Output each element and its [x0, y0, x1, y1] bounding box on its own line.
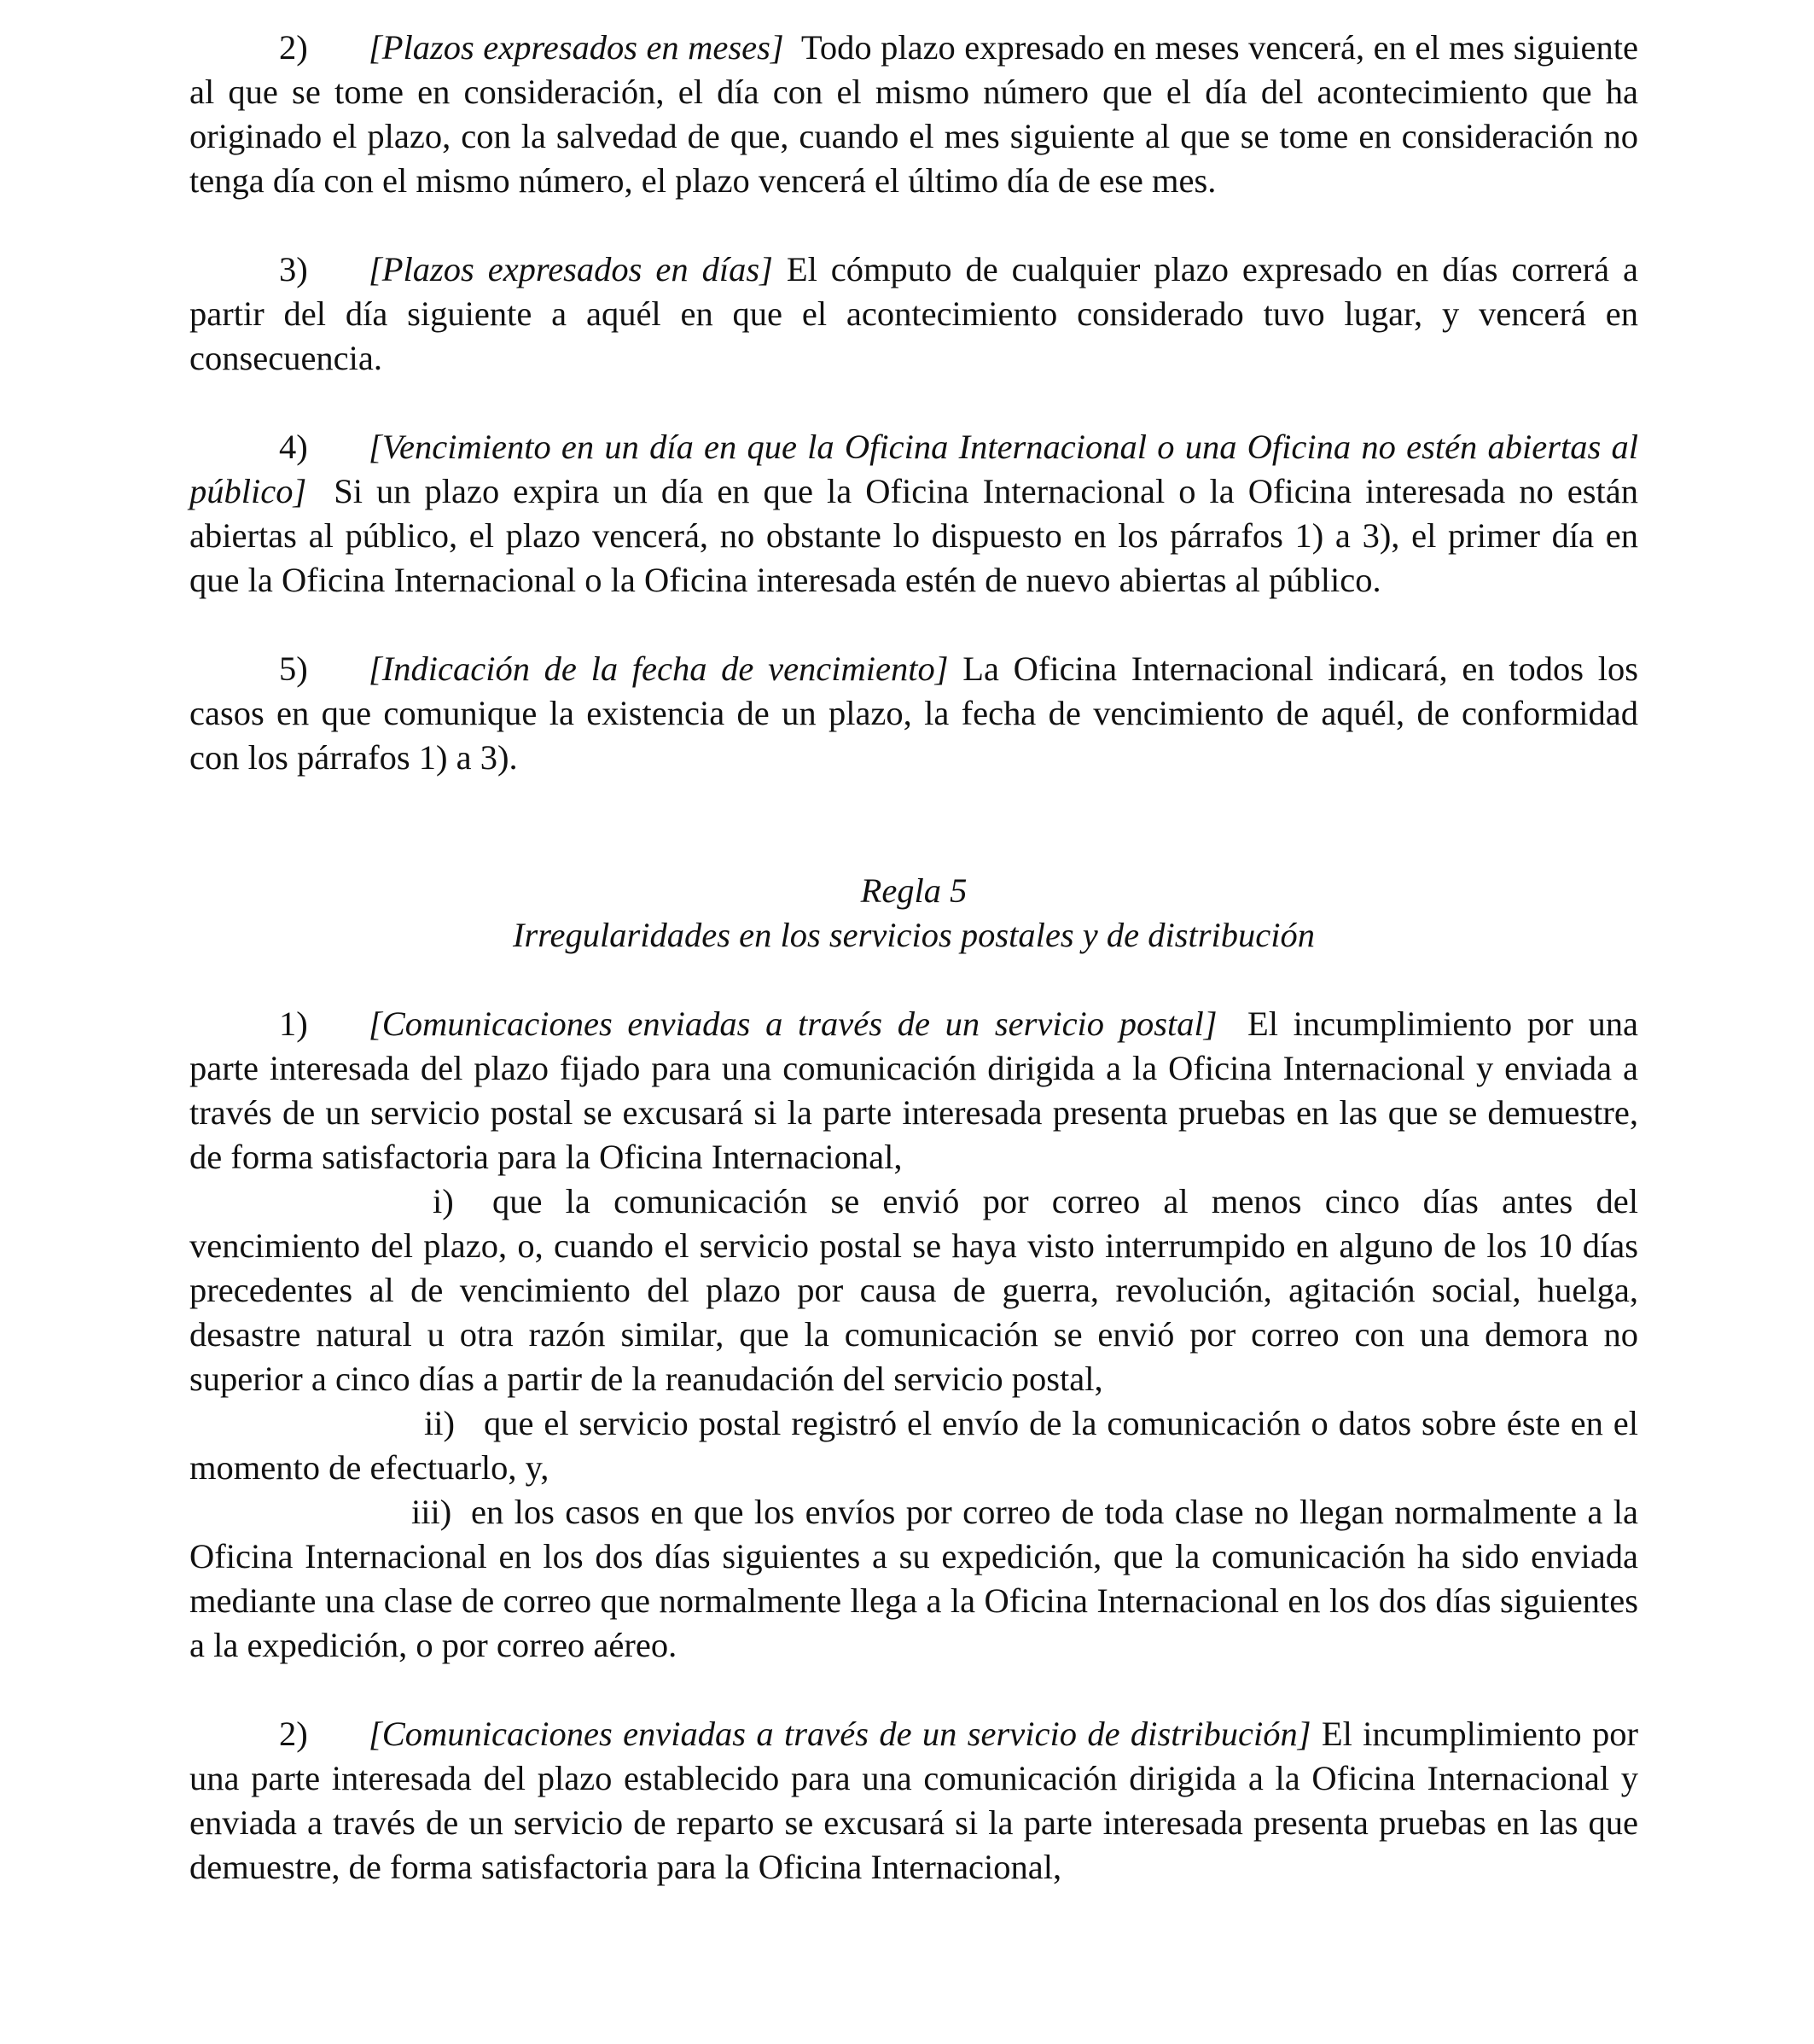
- list-item-i: [189, 1179, 1638, 1401]
- list-item-iii: [189, 1490, 1638, 1668]
- document-page: [189, 26, 1638, 1890]
- paragraph-text: Si un plazo expira un día en que la Oficina Internacional o la Oficina interesada no están abiertas al público, el plazo vencerá, no obstante lo dispuesto en los párrafos 1) a 3), el primer día en que la Oficina Internacional o la Oficina interesada estén de nuevo abiertas al público.: [189, 472, 1638, 599]
- paragraph-text: El cómputo de cualquier plazo expresado en días correrá a partir del día siguiente a aquél en que el acontecimiento considerado tuvo lugar, y vencerá en consecuencia.: [189, 250, 1639, 377]
- rule-paragraph-2-distribution: [189, 1712, 1638, 1890]
- paragraph-5-expiry-date: [189, 647, 1638, 780]
- paragraph-number: 4): [279, 428, 308, 466]
- rule-heading: [189, 869, 1638, 958]
- paragraph-text: La Oficina Internacional indicará, en todos los casos en que comunique la existencia de un plazo, la fecha de vencimiento de aquél, de conformidad con los párrafos 1) a 3).: [189, 649, 1639, 777]
- list-item-text: en los casos en que los envíos por correo de toda clase no llegan normalmente a la Oficina Internacional en los dos días siguientes a su expedición, que la comunicación ha sido enviada mediante una clase de correo que normalmente llega a la Oficina Internacional en los dos días siguientes a la expedición, o por correo aéreo.: [189, 1493, 1638, 1664]
- paragraph-title: [Comunicaciones enviadas a través de un servicio de distribución]: [369, 1715, 1311, 1753]
- rule-label: Regla 5: [860, 871, 968, 910]
- list-item-label: iii): [411, 1493, 452, 1531]
- list-item-label: ii): [424, 1404, 455, 1442]
- paragraph-number: 3): [279, 250, 308, 288]
- rule-paragraph-1-postal: [189, 1002, 1638, 1179]
- paragraph-title: [Vencimiento en un día en que la Oficina Internacional o una Oficina no estén abiertas al público]: [189, 428, 1638, 510]
- paragraph-3-days: [189, 247, 1638, 381]
- paragraph-number: 5): [279, 649, 308, 688]
- paragraph-4-office-closed: [189, 425, 1638, 603]
- list-item-text: que la comunicación se envió por correo al menos cinco días antes del vencimiento del plazo, o, cuando el servicio postal se haya visto interrumpido en alguno de los 10 días precedentes al de vencimiento del plazo por causa de guerra, revolución, agitación social, huelga, desastre natural u otra razón similar, que la comunicación se envió por correo con una demora no superior a cinco días a partir de la reanudación del servicio postal,: [189, 1182, 1638, 1398]
- paragraph-text: El incumplimiento por una parte interesada del plazo establecido para una comunicación dirigida a la Oficina Internacional y enviada a través de un servicio de reparto se excusará si la parte interesada presenta pruebas en las que demuestre, de forma satisfactoria para la Oficina Internacional,: [189, 1715, 1638, 1886]
- paragraph-number: 1): [279, 1005, 308, 1043]
- rule-title: Irregularidades en los servicios postales y de distribución: [512, 916, 1316, 954]
- list-item-text: que el servicio postal registró el envío de la comunicación o datos sobre éste en el momento de efectuarlo, y,: [189, 1404, 1638, 1487]
- paragraph-2-months: [189, 26, 1638, 203]
- paragraph-number: 2): [279, 1715, 308, 1753]
- list-item-ii: [189, 1401, 1638, 1490]
- paragraph-title: [Indicación de la fecha de vencimiento]: [369, 649, 949, 688]
- paragraph-text: Todo plazo expresado en meses vencerá, en el mes siguiente al que se tome en consideración, el día con el mismo número que el día del acontecimiento que ha originado el plazo, con la salvedad de que, cuando el mes siguiente al que se tome en consideración no tenga día con el mismo número, el plazo vencerá el último día de ese mes.: [189, 28, 1638, 200]
- paragraph-title: [Plazos expresados en meses]: [369, 28, 784, 67]
- paragraph-text: El incumplimiento por una parte interesada del plazo fijado para una comunicación dirigida a la Oficina Internacional y enviada a través de un servicio postal se excusará si la parte interesada presenta pruebas en las que se demuestre, de forma satisfactoria para la Oficina Internacional,: [189, 1005, 1639, 1176]
- paragraph-title: [Plazos expresados en días]: [369, 250, 773, 288]
- paragraph-title: [Comunicaciones enviadas a través de un servicio postal]: [369, 1005, 1218, 1043]
- list-item-label: i): [433, 1182, 454, 1220]
- paragraph-number: 2): [279, 28, 308, 67]
